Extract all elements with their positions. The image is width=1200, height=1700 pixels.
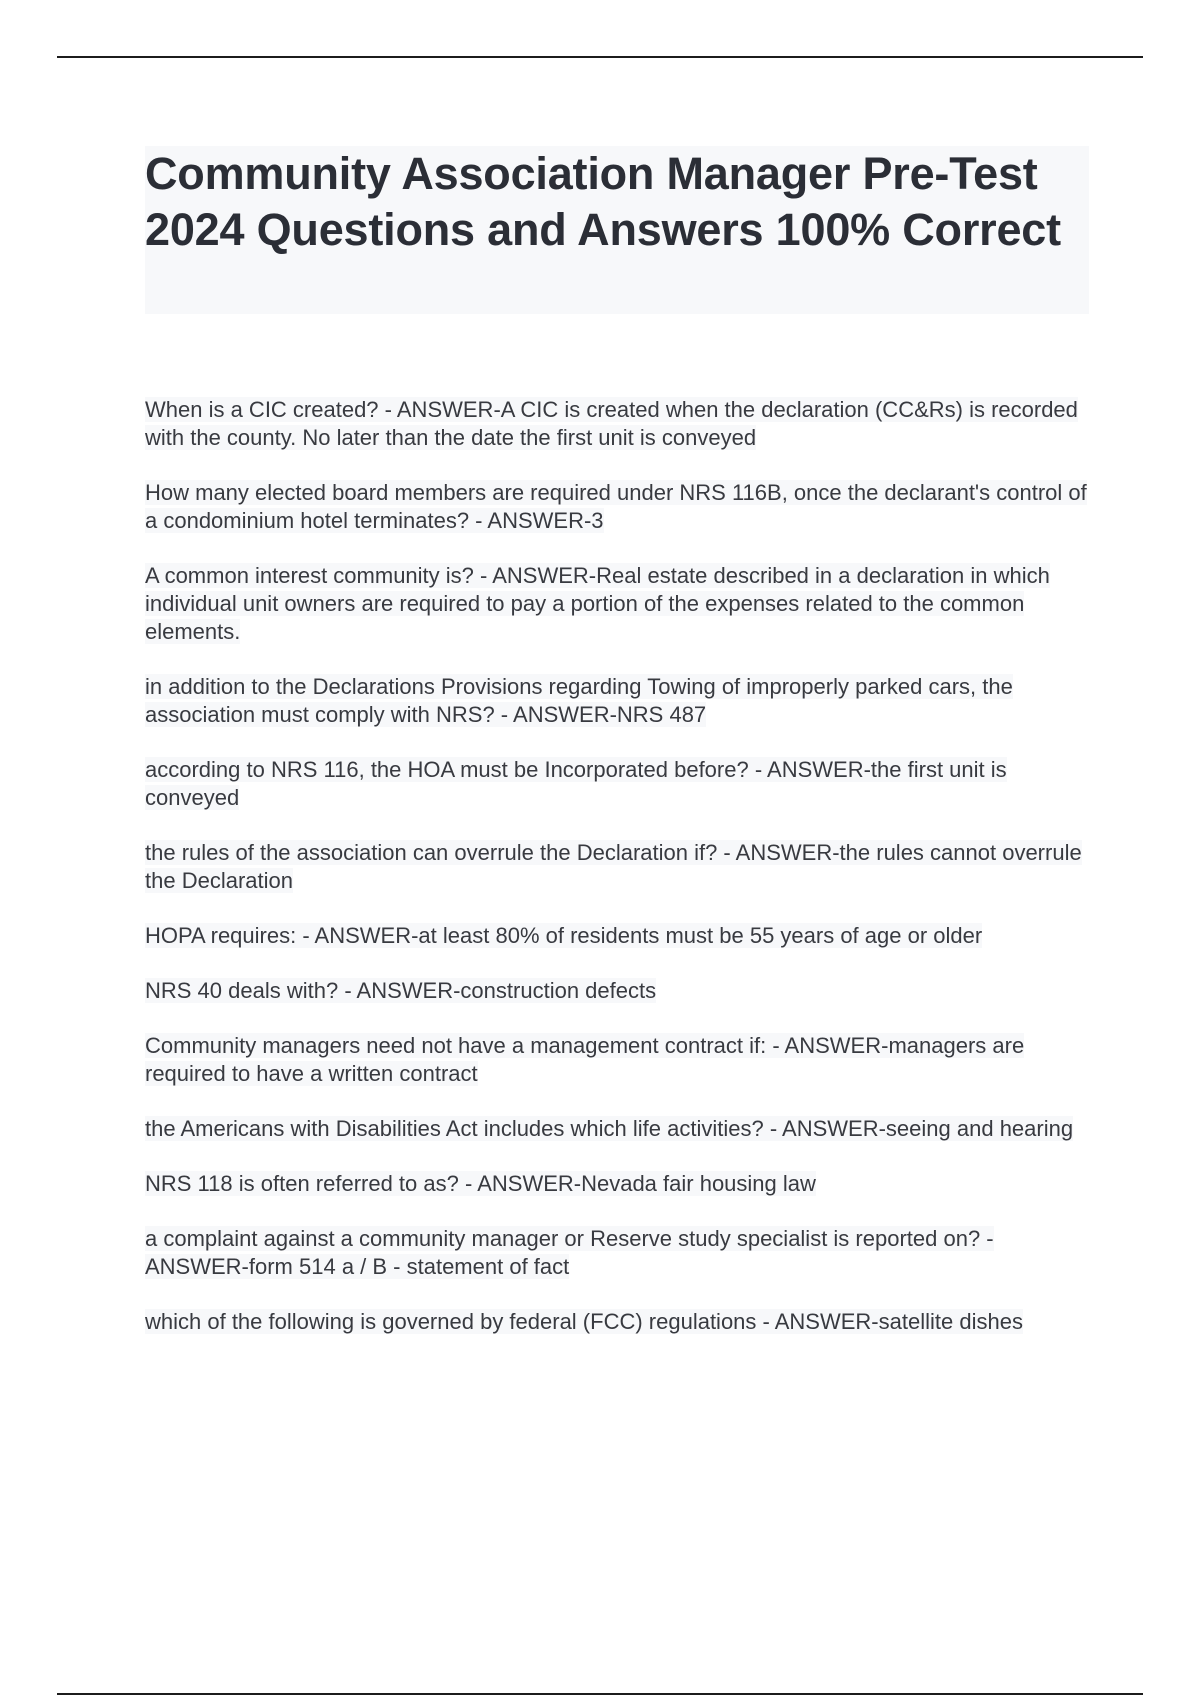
qa-text: NRS 118 is often referred to as? - ANSWER-Nevada fair housing law [145, 1171, 816, 1196]
qa-text: according to NRS 116, the HOA must be Incorporated before? - ANSWER-the first unit is conveyed [145, 757, 1007, 810]
qa-text: the Americans with Disabilities Act includes which life activities? - ANSWER-seeing and hearing [145, 1116, 1074, 1141]
qa-item [145, 562, 1090, 646]
qa-text: Community managers need not have a management contract if: - ANSWER-managers are required to have a written contract [145, 1033, 1025, 1086]
qa-item [145, 1170, 1090, 1198]
qa-item [145, 756, 1090, 812]
qa-item [145, 977, 1090, 1005]
qa-list [145, 396, 1090, 1363]
qa-text: the rules of the association can overrule the Declaration if? - ANSWER-the rules cannot overrule the Declaration [145, 840, 1082, 893]
qa-text: which of the following is governed by federal (FCC) regulations - ANSWER-satellite dishes [145, 1309, 1023, 1334]
top-rule [57, 56, 1143, 58]
qa-item [145, 1115, 1090, 1143]
qa-text: a complaint against a community manager or Reserve study specialist is reported on? - ANSWER-form 514 a / B - statement of fact [145, 1226, 994, 1279]
qa-item [145, 1225, 1090, 1281]
qa-item [145, 673, 1090, 729]
qa-text: in addition to the Declarations Provisions regarding Towing of improperly parked cars, the association must comply with NRS? - ANSWER-NRS 487 [145, 674, 1013, 727]
bottom-rule [57, 1693, 1143, 1695]
page-title: Community Association Manager Pre-Test 2024 Questions and Answers 100% Correct [145, 148, 1061, 255]
qa-item [145, 922, 1090, 950]
qa-text: A common interest community is? - ANSWER-Real estate described in a declaration in which individual unit owners are required to pay a portion of the expenses related to the common elements. [145, 563, 1050, 644]
qa-item [145, 479, 1090, 535]
qa-text: HOPA requires: - ANSWER-at least 80% of residents must be 55 years of age or older [145, 923, 983, 948]
qa-text: How many elected board members are required under NRS 116B, once the declarant's control of a condominium hotel terminates? - ANSWER-3 [145, 480, 1087, 533]
qa-item [145, 1308, 1090, 1336]
title-block [145, 146, 1089, 314]
qa-text: NRS 40 deals with? - ANSWER-construction defects [145, 978, 657, 1003]
qa-item [145, 839, 1090, 895]
qa-item [145, 1032, 1090, 1088]
qa-item [145, 396, 1090, 452]
qa-text: When is a CIC created? - ANSWER-A CIC is created when the declaration (CC&Rs) is recorded with the county. No later than the date the first unit is conveyed [145, 397, 1078, 450]
